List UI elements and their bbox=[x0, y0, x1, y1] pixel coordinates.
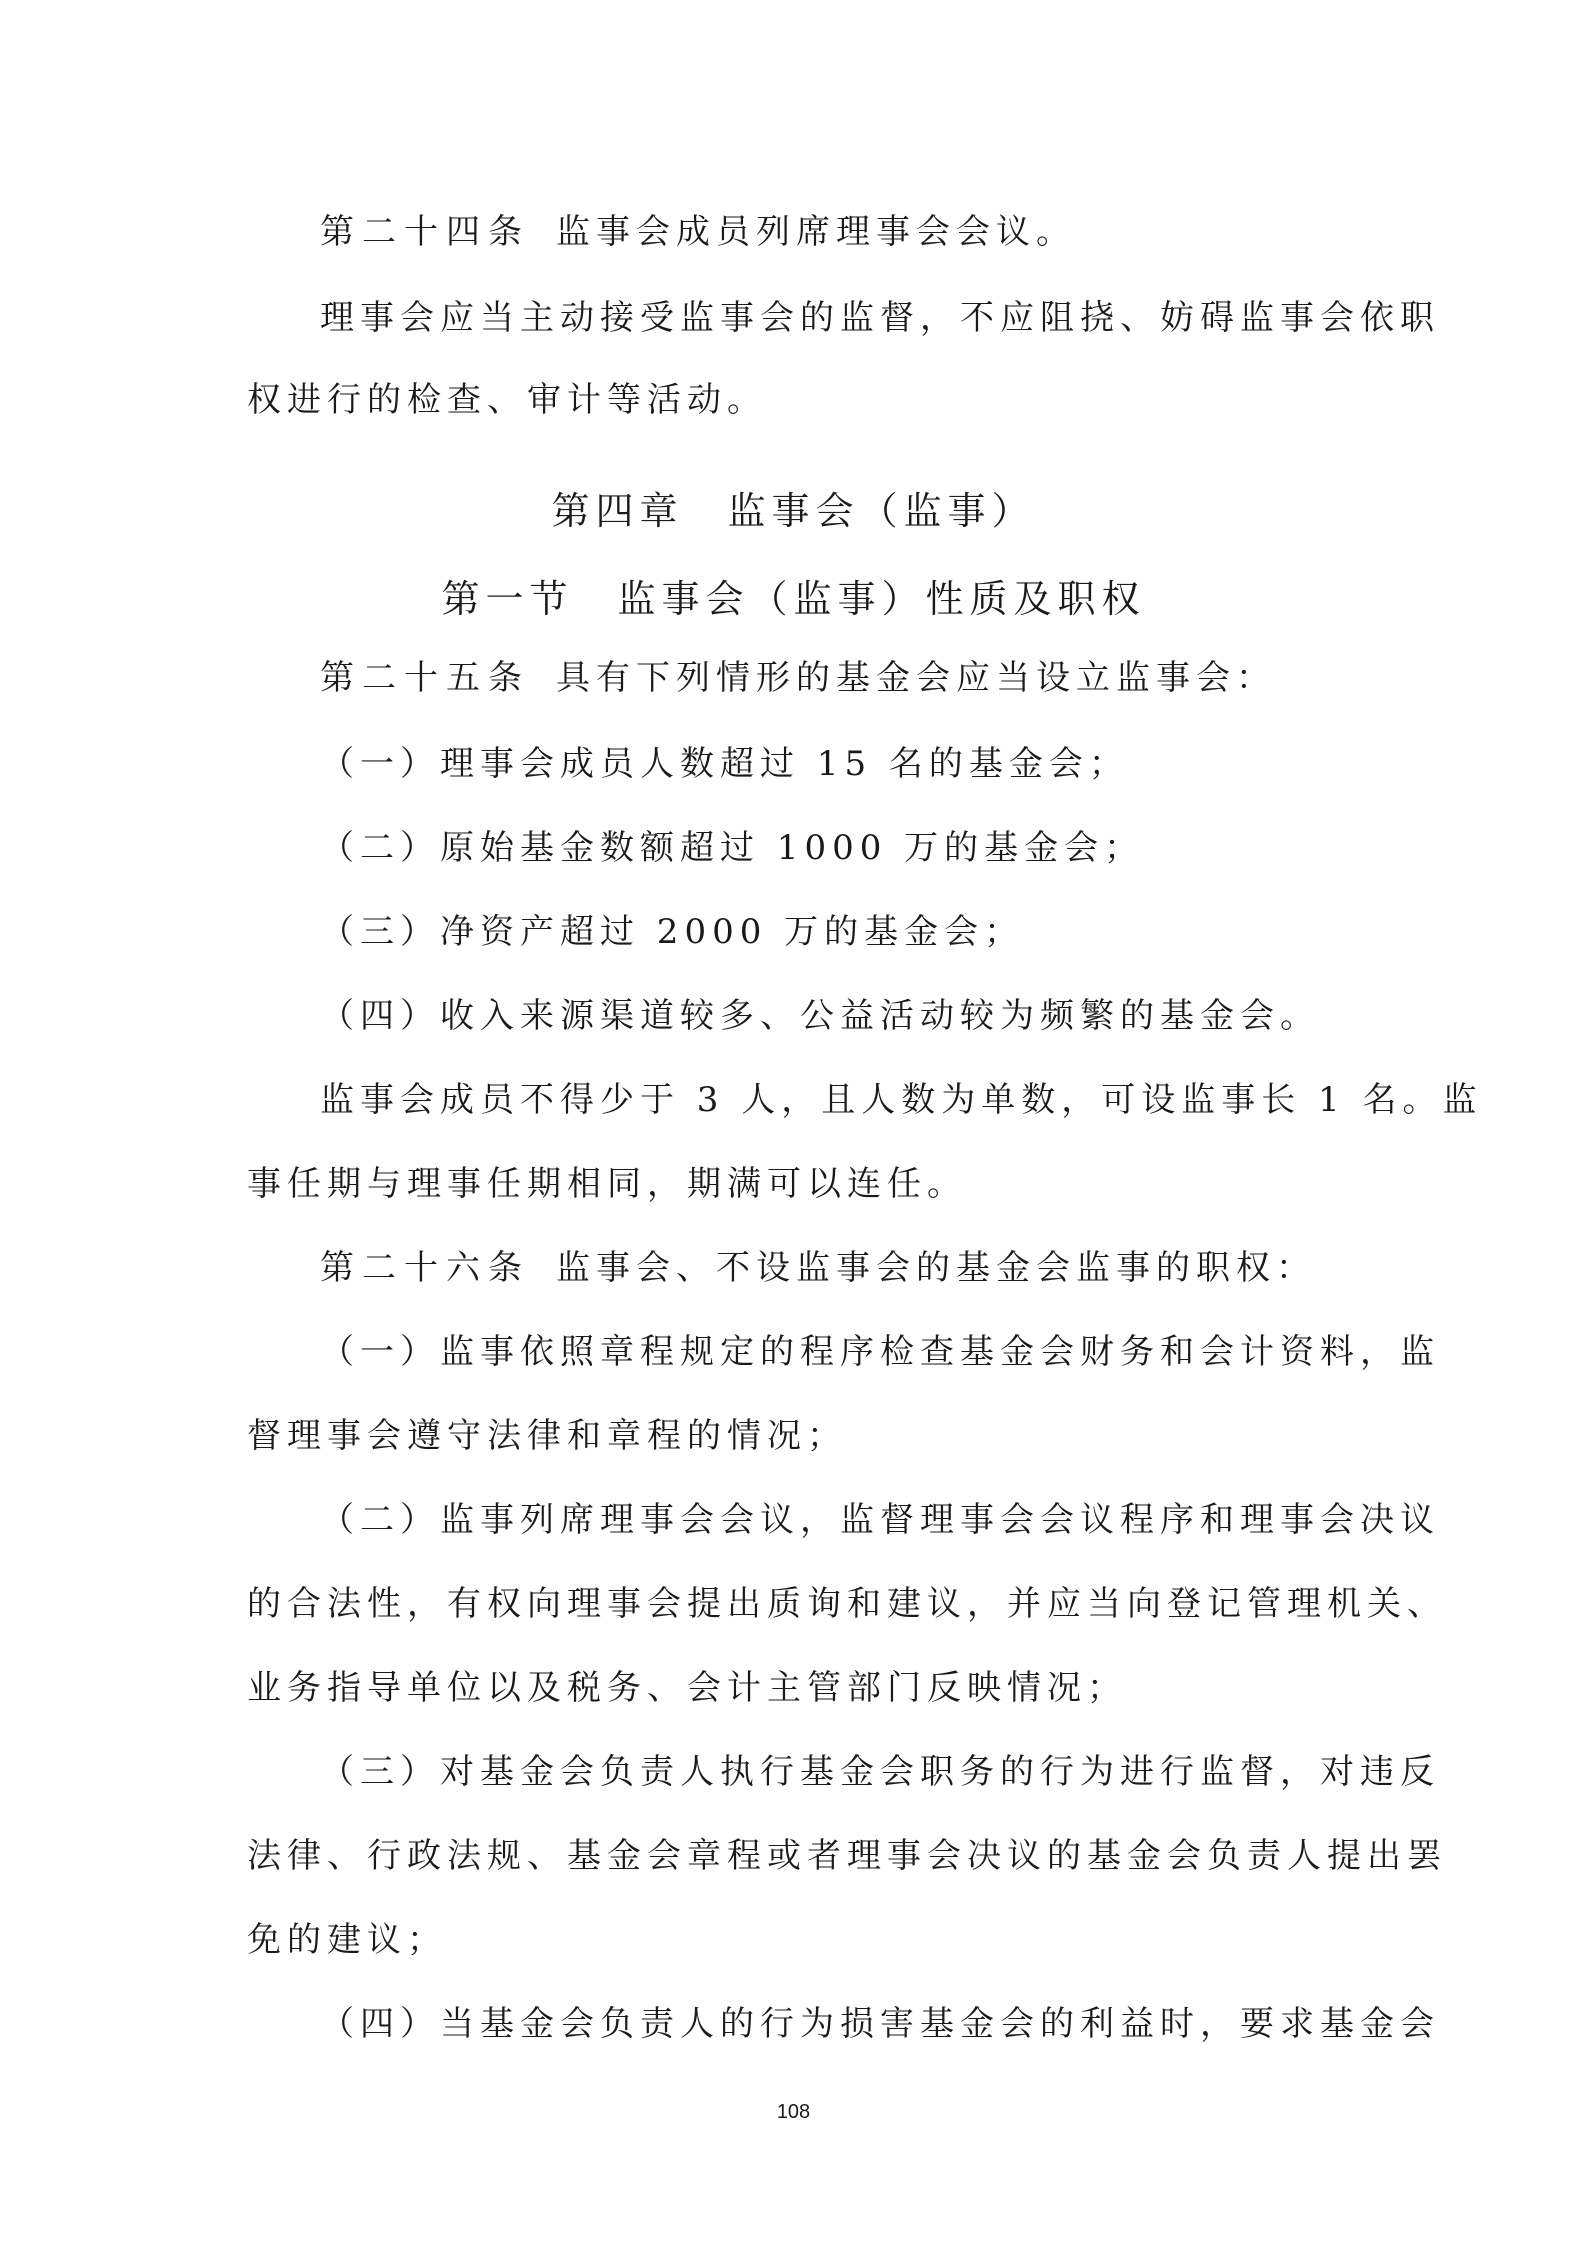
paragraph-line: 监事会成员不得少于 3 人，且人数为单数，可设监事长 1 名。监 bbox=[320, 1080, 1483, 1120]
article-text: 监事会、不设监事会的基金会监事的职权： bbox=[556, 1248, 1316, 1288]
article-25 bbox=[320, 656, 1430, 700]
article-label: 第二十四条 bbox=[320, 212, 530, 252]
chapter-heading: 第四章 监事会（监事） bbox=[551, 489, 1036, 533]
article-24 bbox=[320, 210, 1430, 254]
paragraph-line: 权进行的检查、审计等活动。 bbox=[247, 380, 767, 420]
article-label: 第二十六条 bbox=[320, 1248, 530, 1288]
article-label: 第二十五条 bbox=[320, 658, 530, 698]
article-text: 具有下列情形的基金会应当设立监事会： bbox=[556, 658, 1276, 698]
page-number: 108 bbox=[776, 2101, 811, 2123]
list-item: （二）原始基金数额超过 1000 万的基金会； bbox=[320, 828, 1145, 868]
list-item: （三）对基金会负责人执行基金会职务的行为进行监督，对违反 bbox=[320, 1752, 1440, 1792]
paragraph-line: 法律、行政法规、基金会章程或者理事会决议的基金会负责人提出罢 bbox=[247, 1836, 1447, 1876]
list-item: （二）监事列席理事会会议，监督理事会会议程序和理事会决议 bbox=[320, 1500, 1440, 1540]
paragraph-line: 业务指导单位以及税务、会计主管部门反映情况； bbox=[247, 1668, 1127, 1708]
list-item: （三）净资产超过 2000 万的基金会； bbox=[320, 912, 1025, 952]
list-item: （四）当基金会负责人的行为损害基金会的利益时，要求基金会 bbox=[320, 2004, 1440, 2044]
section-heading: 第一节 监事会（监事）性质及职权 bbox=[441, 577, 1146, 621]
paragraph-line: 督理事会遵守法律和章程的情况； bbox=[247, 1416, 847, 1456]
list-item: （一）监事依照章程规定的程序检查基金会财务和会计资料，监 bbox=[320, 1332, 1440, 1372]
article-26 bbox=[320, 1246, 1430, 1290]
paragraph-line: 事任期与理事任期相同，期满可以连任。 bbox=[247, 1164, 967, 1204]
paragraph-line: 的合法性，有权向理事会提出质询和建议，并应当向登记管理机关、 bbox=[247, 1584, 1447, 1624]
list-item: （四）收入来源渠道较多、公益活动较为频繁的基金会。 bbox=[320, 996, 1320, 1036]
article-text: 监事会成员列席理事会会议。 bbox=[556, 212, 1076, 252]
list-item: （一）理事会成员人数超过 15 名的基金会； bbox=[320, 744, 1129, 784]
paragraph-line: 免的建议； bbox=[247, 1920, 447, 1960]
paragraph-line: 理事会应当主动接受监事会的监督，不应阻挠、妨碍监事会依职 bbox=[320, 298, 1440, 338]
